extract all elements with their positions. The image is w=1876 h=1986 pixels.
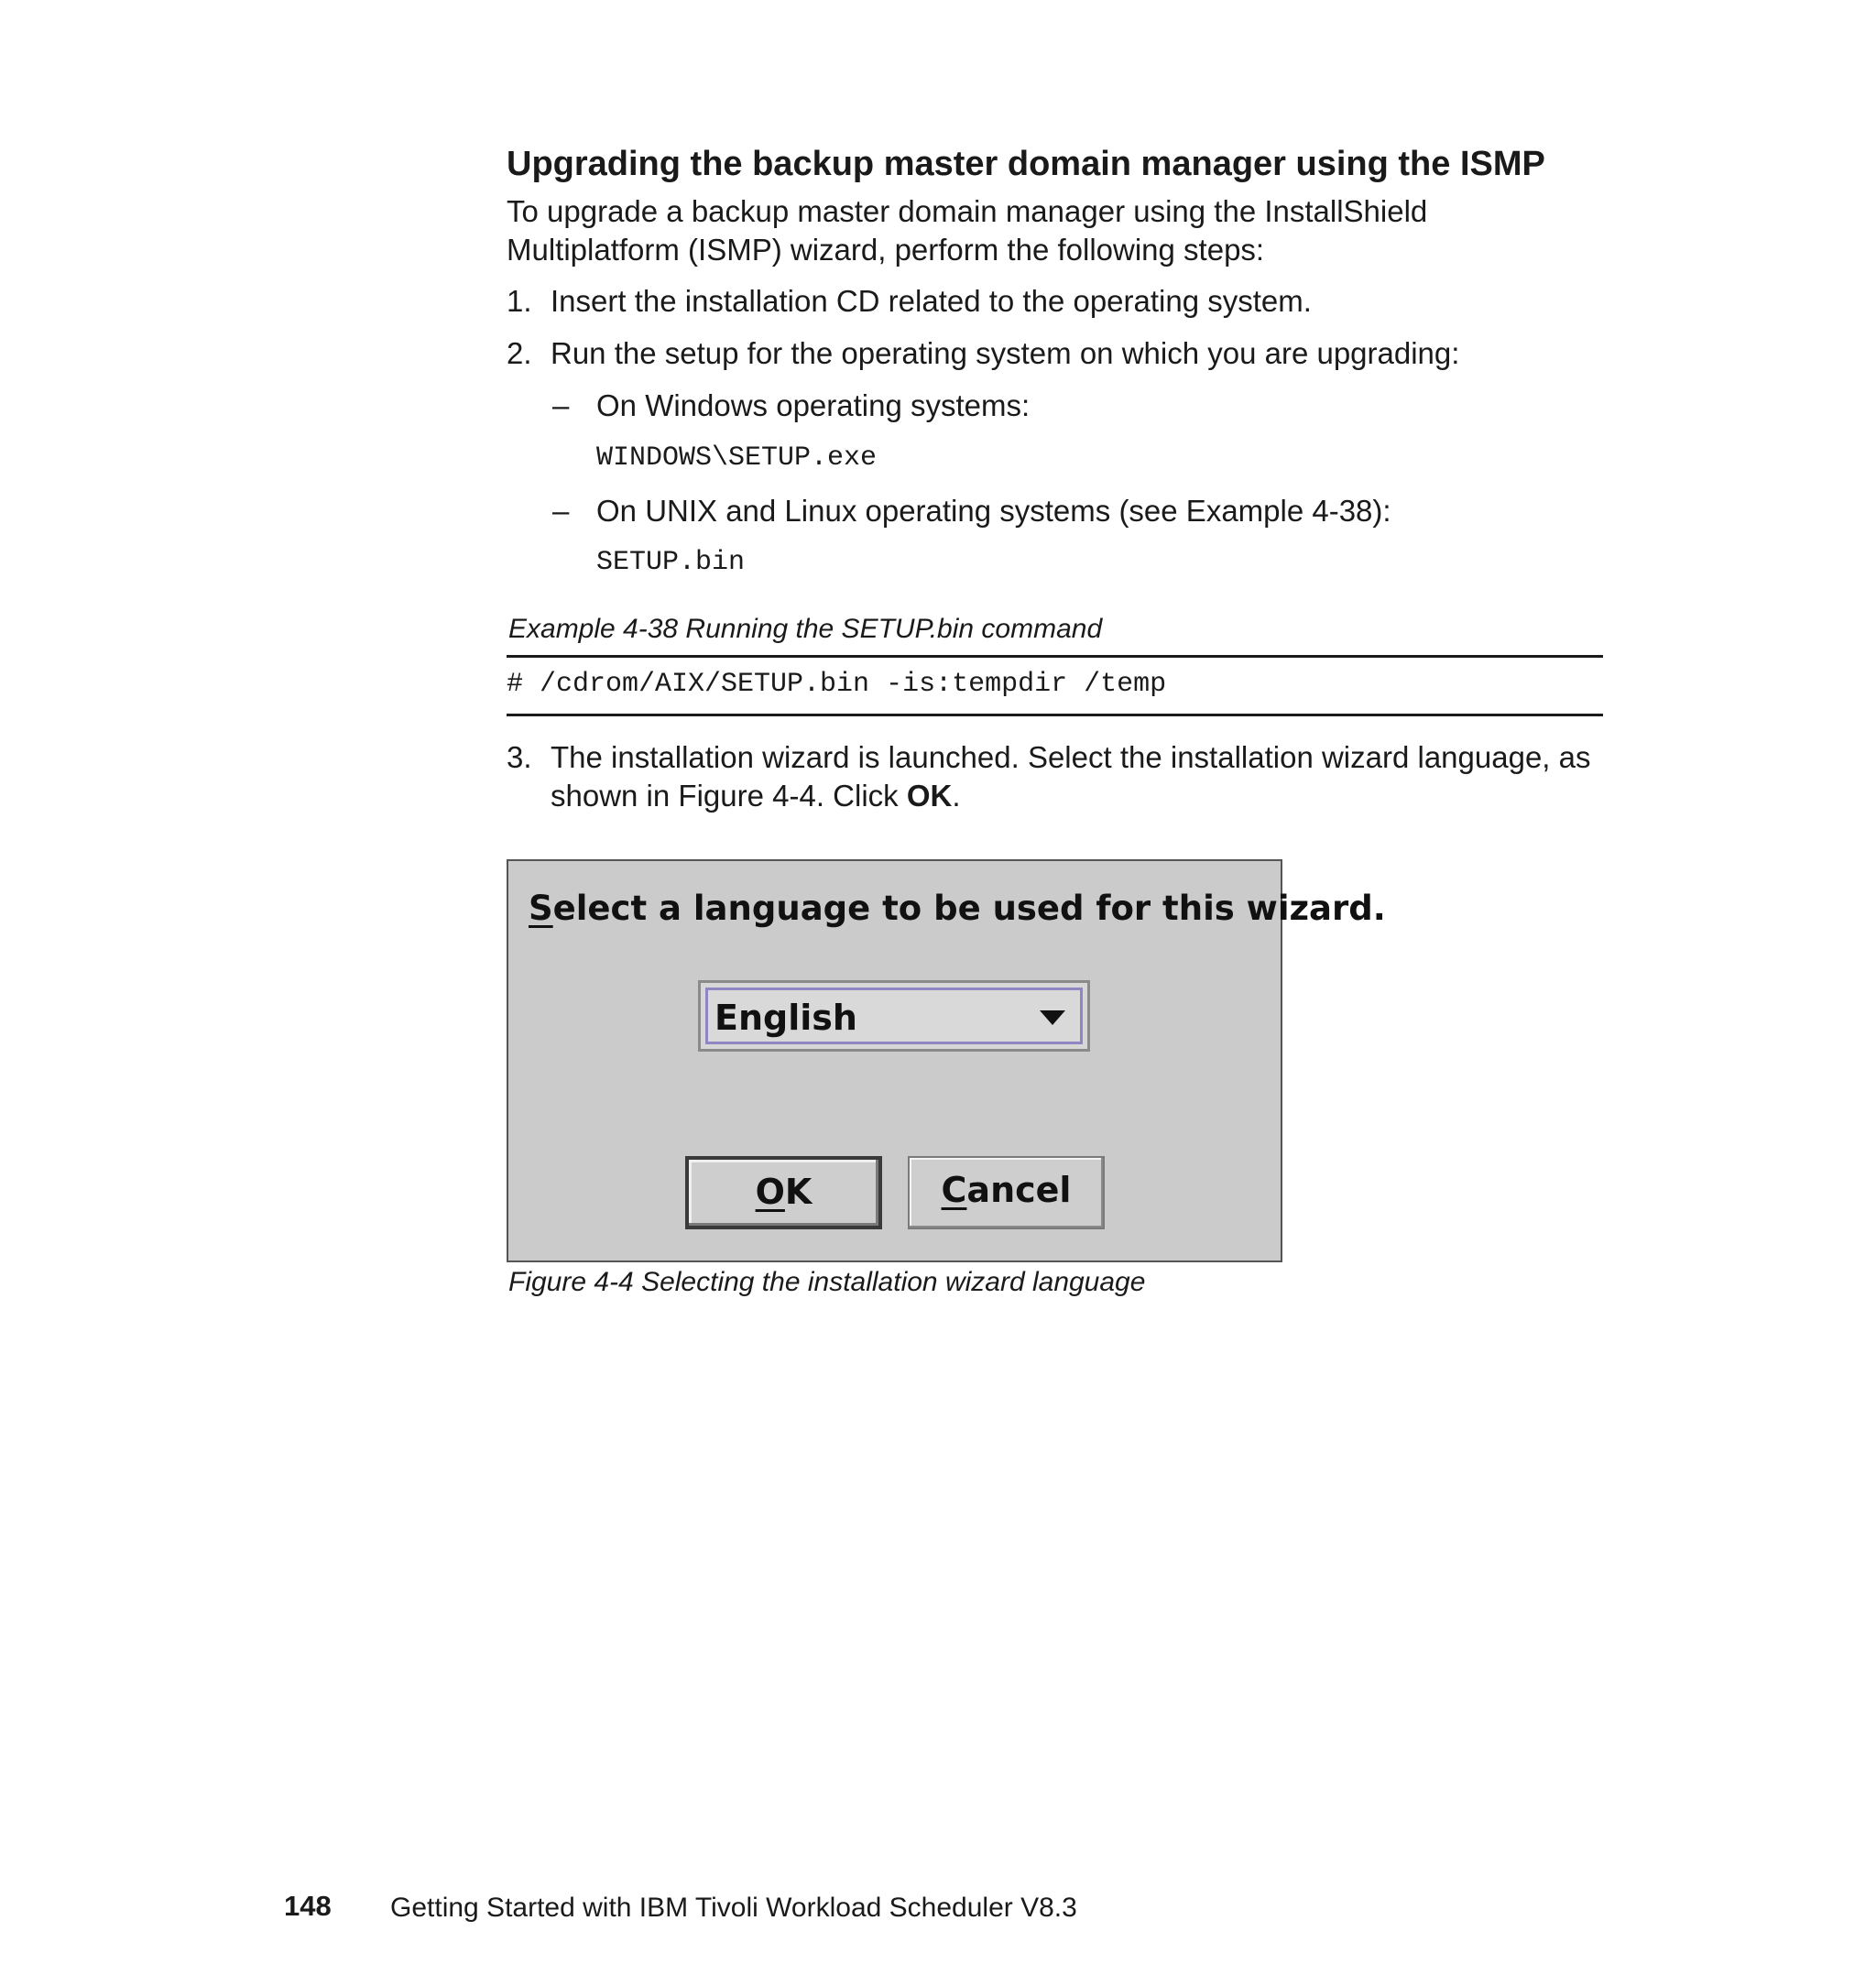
step-3 xyxy=(507,738,1606,815)
example-bottom-rule xyxy=(507,714,1603,716)
language-dialog xyxy=(507,859,1386,1262)
cancel-label-rest: ancel xyxy=(966,1170,1072,1210)
dash-bullet: – xyxy=(552,388,570,422)
intro-paragraph: To upgrade a backup master domain manager using the InstallShield Multiplatform (ISMP) wizard, perform the following steps: xyxy=(507,194,1428,267)
dash-bullet: – xyxy=(552,494,570,528)
example-code: # /cdrom/AIX/SETUP.bin -is:tempdir /temp xyxy=(507,669,1167,700)
cancel-button[interactable] xyxy=(908,1156,1105,1229)
triangle-down-icon[interactable] xyxy=(1040,1010,1065,1025)
windows-command: WINDOWS\SETUP.exe xyxy=(596,442,878,474)
language-select[interactable] xyxy=(698,980,1090,1052)
step-text-prefix: shown in Figure 4-4. Click xyxy=(551,779,907,813)
example-top-rule xyxy=(507,655,1603,658)
selected-language: English xyxy=(714,998,857,1038)
prompt-text: elect a language to be used for this wizard. xyxy=(552,889,1386,928)
step-text: Run the setup for the operating system on which you are upgrading: xyxy=(551,336,1460,370)
select-focus-ring xyxy=(705,988,1083,1044)
ok-label-rest: K xyxy=(784,1172,813,1212)
page-number: 148 xyxy=(284,1890,332,1922)
step-text-line1: The installation wizard is launched. Select the installation wizard language, as xyxy=(551,740,1591,774)
book-title: Getting Started with IBM Tivoli Workload Scheduler V8.3 xyxy=(390,1893,1077,1923)
ok-emphasis: OK xyxy=(906,779,953,813)
dialog-prompt xyxy=(529,889,1386,928)
step-text-line2 xyxy=(551,777,961,815)
ok-button[interactable] xyxy=(685,1156,882,1229)
step-number: 1. xyxy=(507,284,532,318)
step-number: 3. xyxy=(507,740,532,774)
sub-item-text: On UNIX and Linux operating systems (see Example 4-38): xyxy=(596,494,1391,528)
figure-caption: Figure 4-4 Selecting the installation wizard language xyxy=(508,1267,1146,1297)
unix-command: SETUP.bin xyxy=(596,547,746,578)
example-caption: Example 4-38 Running the SETUP.bin command xyxy=(508,614,1103,644)
step-number: 2. xyxy=(507,336,532,370)
section-heading: Upgrading the backup master domain manager using the ISMP xyxy=(507,145,1545,183)
prompt-mnemonic: S xyxy=(529,889,553,928)
ok-mnemonic: O xyxy=(755,1172,785,1212)
sub-item-text: On Windows operating systems: xyxy=(596,388,1031,422)
step-text: Insert the installation CD related to the operating system. xyxy=(551,284,1312,318)
step-text-suffix: . xyxy=(952,779,961,813)
cancel-mnemonic: C xyxy=(941,1170,967,1210)
